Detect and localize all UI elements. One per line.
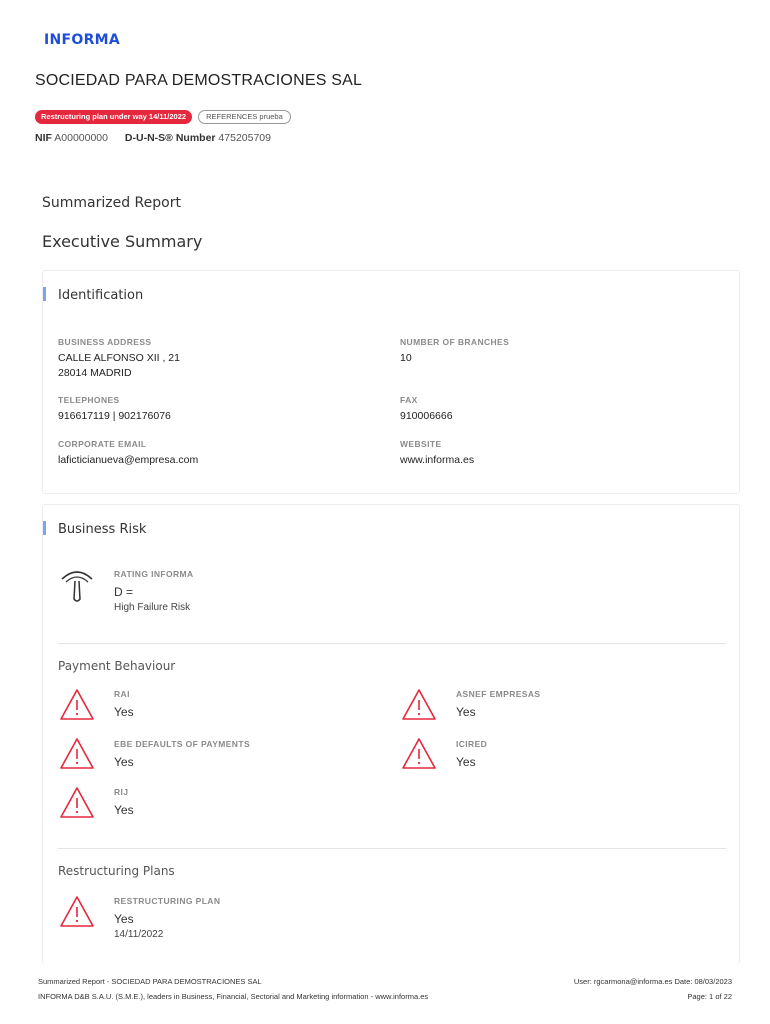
warning-icon [59, 786, 95, 819]
section-accent-bar [43, 521, 46, 535]
business-address-line1: CALLE ALFONSO XII , 21 [58, 352, 180, 364]
restructuring-plan-label: RESTRUCTURING PLAN [114, 896, 221, 906]
ebe-value: Yes [114, 755, 134, 769]
website-link[interactable]: www.informa.es [400, 454, 475, 466]
duns-label: D-U-N-S® Number [124, 132, 216, 144]
telephones-field [58, 395, 171, 424]
rai-label: RAI [114, 689, 130, 699]
rai-value: Yes [114, 705, 134, 719]
business-address-label: BUSINESS ADDRESS [58, 337, 152, 347]
branches-value: 10 [400, 352, 412, 364]
duns-value: 475205709 [218, 132, 271, 144]
divider [58, 643, 726, 644]
rating-informa-item [114, 569, 194, 613]
identification-title: Identification [58, 288, 144, 303]
asnef-label: ASNEF EMPRESAS [456, 689, 541, 699]
nif-label: NIF [35, 132, 52, 144]
telephones-value: 916617119 | 902176076 [58, 410, 171, 422]
informa-logo: INFORMA [44, 32, 121, 48]
email-label: CORPORATE EMAIL [58, 439, 147, 449]
fax-value: 910006666 [400, 410, 453, 422]
section-accent-bar [43, 287, 46, 301]
telephones-label: TELEPHONES [58, 395, 120, 405]
rating-value: D = [114, 585, 134, 599]
restructuring-plan-value: Yes [114, 912, 134, 926]
restructuring-badge: Restructuring plan under way 14/11/2022 [35, 110, 192, 124]
icired-item [456, 739, 487, 769]
gauge-icon [59, 567, 95, 603]
business-risk-title: Business Risk [58, 522, 147, 537]
footer-user-date: User: rgcarmona@informa.es Date: 08/03/2023 [573, 977, 732, 986]
warning-icon [59, 737, 95, 770]
fax-label: FAX [400, 395, 418, 405]
restructuring-plans-title: Restructuring Plans [58, 864, 175, 878]
references-badge: REFERENCES prueba [198, 110, 291, 124]
business-address-value [58, 351, 180, 381]
report-title: Summarized Report [42, 195, 181, 211]
ebe-item [114, 739, 250, 769]
website-label: WEBSITE [400, 439, 442, 449]
rai-item [114, 689, 134, 719]
company-name: SOCIEDAD PARA DEMOSTRACIONES SAL [35, 72, 363, 89]
branches-field [400, 337, 509, 366]
warning-icon [401, 688, 437, 721]
rij-item [114, 787, 134, 817]
status-tags [35, 110, 291, 124]
email-value[interactable]: laficticianueva@empresa.com [58, 454, 199, 466]
business-risk-card [42, 504, 740, 964]
branches-label: NUMBER OF BRANCHES [400, 337, 510, 347]
asnef-value: Yes [456, 705, 476, 719]
business-address-line2: 28014 MADRID [58, 367, 132, 379]
rij-value: Yes [114, 803, 134, 817]
company-identifiers [35, 132, 271, 144]
divider [58, 848, 726, 849]
identification-card [42, 270, 740, 494]
footer-company-info: INFORMA D&B S.A.U. (S.M.E.), leaders in Business, Financial, Sectorial and Marketing information - www.informa.es [38, 992, 429, 1001]
restructuring-plan-item [114, 896, 220, 940]
warning-icon [401, 737, 437, 770]
fax-field [400, 395, 453, 424]
warning-icon [59, 895, 95, 928]
footer-page-number: Page: 1 of 22 [687, 992, 732, 1001]
website-field [400, 439, 474, 468]
email-field [58, 439, 198, 468]
business-address-field [58, 337, 180, 381]
rij-label: RIJ [114, 787, 129, 797]
icired-value: Yes [456, 755, 476, 769]
footer-report-info: Summarized Report - SOCIEDAD PARA DEMOSTRACIONES SAL [38, 977, 262, 986]
executive-summary-title: Executive Summary [42, 232, 203, 251]
icired-label: ICIRED [456, 739, 488, 749]
restructuring-plan-date: 14/11/2022 [114, 929, 164, 940]
nif-value: A00000000 [54, 132, 108, 144]
ebe-label: EBE DEFAULTS OF PAYMENTS [114, 739, 251, 749]
payment-behaviour-title: Payment Behaviour [58, 659, 176, 673]
asnef-item [456, 689, 540, 719]
warning-icon [59, 688, 95, 721]
rating-description: High Failure Risk [114, 602, 191, 613]
rating-label: RATING INFORMA [114, 569, 194, 579]
